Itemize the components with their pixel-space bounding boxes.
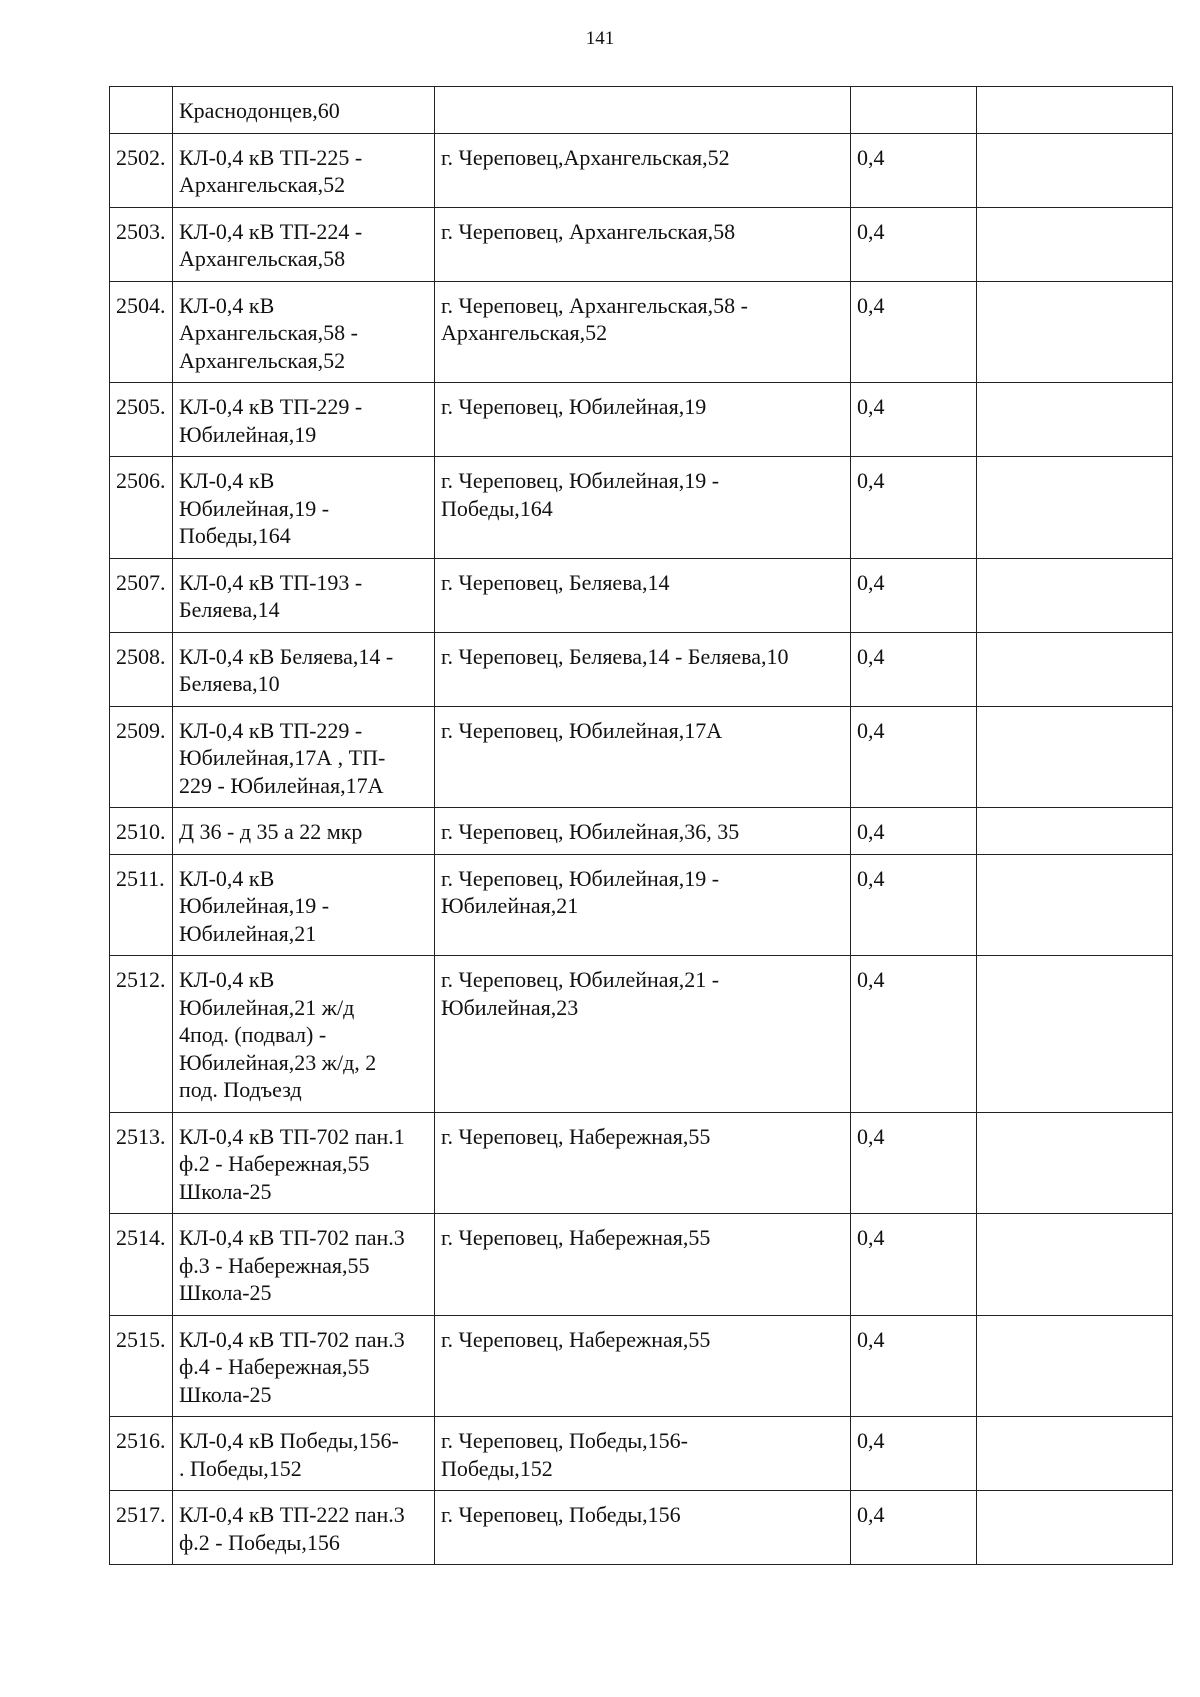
table-row (110, 706, 1173, 808)
address-cell: г. Череповец, Набережная,55 (435, 1214, 851, 1316)
cable-lines-table (109, 86, 1173, 1565)
note-cell (977, 1112, 1173, 1214)
voltage-cell: 0,4 (851, 207, 977, 281)
table-row (110, 207, 1173, 281)
voltage-cell: 0,4 (851, 281, 977, 383)
line-name-cell: Д 36 - д 35 а 22 мкр (173, 808, 435, 855)
row-number-cell: 2511. (110, 854, 173, 956)
line-name-cell: КЛ-0,4 кВ Победы,156- . Победы,152 (173, 1417, 435, 1491)
voltage-cell: 0,4 (851, 706, 977, 808)
row-number-cell: 2517. (110, 1491, 173, 1565)
note-cell (977, 1417, 1173, 1491)
voltage-cell: 0,4 (851, 1112, 977, 1214)
line-name-cell: КЛ-0,4 кВ Юбилейная,19 - Юбилейная,21 (173, 854, 435, 956)
table-row (110, 632, 1173, 706)
address-cell: г. Череповец, Набережная,55 (435, 1315, 851, 1417)
table-row (110, 1491, 1173, 1565)
row-number-cell (110, 87, 173, 134)
voltage-cell: 0,4 (851, 854, 977, 956)
table-row (110, 281, 1173, 383)
address-cell: г. Череповец, Победы,156 (435, 1491, 851, 1565)
row-number-cell: 2506. (110, 457, 173, 559)
table-body (110, 87, 1173, 1565)
row-number-cell: 2509. (110, 706, 173, 808)
row-number-cell: 2503. (110, 207, 173, 281)
note-cell (977, 632, 1173, 706)
line-name-cell: КЛ-0,4 кВ ТП-193 - Беляева,14 (173, 558, 435, 632)
note-cell (977, 706, 1173, 808)
voltage-cell: 0,4 (851, 1315, 977, 1417)
address-cell: г. Череповец, Юбилейная,19 (435, 383, 851, 457)
table-row (110, 87, 1173, 134)
line-name-cell: КЛ-0,4 кВ ТП-224 - Архангельская,58 (173, 207, 435, 281)
address-cell: г. Череповец,Архангельская,52 (435, 133, 851, 207)
table-row (110, 1214, 1173, 1316)
line-name-cell: КЛ-0,4 кВ Юбилейная,21 ж/д 4под. (подвал) - Юбилейная,23 ж/д, 2 под. Подъезд (173, 956, 435, 1113)
row-number-cell: 2508. (110, 632, 173, 706)
address-cell: г. Череповец, Победы,156- Победы,152 (435, 1417, 851, 1491)
table-row (110, 1315, 1173, 1417)
voltage-cell: 0,4 (851, 1491, 977, 1565)
address-cell: г. Череповец, Юбилейная,19 - Юбилейная,21 (435, 854, 851, 956)
note-cell (977, 207, 1173, 281)
row-number-cell: 2516. (110, 1417, 173, 1491)
address-cell: г. Череповец, Архангельская,58 - Архангельская,52 (435, 281, 851, 383)
address-cell: г. Череповец, Юбилейная,19 - Победы,164 (435, 457, 851, 559)
table-row (110, 133, 1173, 207)
table-row (110, 956, 1173, 1113)
line-name-cell: КЛ-0,4 кВ ТП-702 пан.3 ф.4 - Набережная,55 Школа-25 (173, 1315, 435, 1417)
address-cell: г. Череповец, Юбилейная,36, 35 (435, 808, 851, 855)
note-cell (977, 457, 1173, 559)
table-row (110, 1417, 1173, 1491)
page-number: 141 (585, 28, 615, 49)
voltage-cell: 0,4 (851, 956, 977, 1113)
voltage-cell: 0,4 (851, 457, 977, 559)
address-cell: г. Череповец, Юбилейная,17А (435, 706, 851, 808)
voltage-cell: 0,4 (851, 632, 977, 706)
line-name-cell: КЛ-0,4 кВ ТП-702 пан.1 ф.2 - Набережная,55 Школа-25 (173, 1112, 435, 1214)
row-number-cell: 2515. (110, 1315, 173, 1417)
note-cell (977, 558, 1173, 632)
address-cell: г. Череповец, Юбилейная,21 - Юбилейная,23 (435, 956, 851, 1113)
note-cell (977, 383, 1173, 457)
note-cell (977, 1214, 1173, 1316)
row-number-cell: 2514. (110, 1214, 173, 1316)
voltage-cell: 0,4 (851, 383, 977, 457)
note-cell (977, 87, 1173, 134)
address-cell: г. Череповец, Архангельская,58 (435, 207, 851, 281)
note-cell (977, 281, 1173, 383)
voltage-cell: 0,4 (851, 558, 977, 632)
line-name-cell: КЛ-0,4 кВ ТП-702 пан.3 ф.3 - Набережная,55 Школа-25 (173, 1214, 435, 1316)
line-name-cell: Краснодонцев,60 (173, 87, 435, 134)
line-name-cell: КЛ-0,4 кВ ТП-229 - Юбилейная,17А , ТП- 229 - Юбилейная,17А (173, 706, 435, 808)
row-number-cell: 2507. (110, 558, 173, 632)
note-cell (977, 808, 1173, 855)
row-number-cell: 2510. (110, 808, 173, 855)
row-number-cell: 2502. (110, 133, 173, 207)
voltage-cell: 0,4 (851, 1214, 977, 1316)
note-cell (977, 956, 1173, 1113)
address-cell (435, 87, 851, 134)
voltage-cell: 0,4 (851, 1417, 977, 1491)
address-cell: г. Череповец, Беляева,14 (435, 558, 851, 632)
note-cell (977, 1491, 1173, 1565)
row-number-cell: 2504. (110, 281, 173, 383)
table-row (110, 854, 1173, 956)
line-name-cell: КЛ-0,4 кВ ТП-225 - Архангельская,52 (173, 133, 435, 207)
note-cell (977, 854, 1173, 956)
voltage-cell: 0,4 (851, 808, 977, 855)
table-row (110, 808, 1173, 855)
line-name-cell: КЛ-0,4 кВ Юбилейная,19 - Победы,164 (173, 457, 435, 559)
table-row (110, 383, 1173, 457)
line-name-cell: КЛ-0,4 кВ ТП-222 пан.3 ф.2 - Победы,156 (173, 1491, 435, 1565)
row-number-cell: 2513. (110, 1112, 173, 1214)
row-number-cell: 2505. (110, 383, 173, 457)
table-row (110, 457, 1173, 559)
note-cell (977, 133, 1173, 207)
line-name-cell: КЛ-0,4 кВ ТП-229 - Юбилейная,19 (173, 383, 435, 457)
address-cell: г. Череповец, Набережная,55 (435, 1112, 851, 1214)
line-name-cell: КЛ-0,4 кВ Беляева,14 - Беляева,10 (173, 632, 435, 706)
table-row (110, 558, 1173, 632)
line-name-cell: КЛ-0,4 кВ Архангельская,58 - Архангельская,52 (173, 281, 435, 383)
address-cell: г. Череповец, Беляева,14 - Беляева,10 (435, 632, 851, 706)
voltage-cell (851, 87, 977, 134)
row-number-cell: 2512. (110, 956, 173, 1113)
voltage-cell: 0,4 (851, 133, 977, 207)
table-row (110, 1112, 1173, 1214)
note-cell (977, 1315, 1173, 1417)
